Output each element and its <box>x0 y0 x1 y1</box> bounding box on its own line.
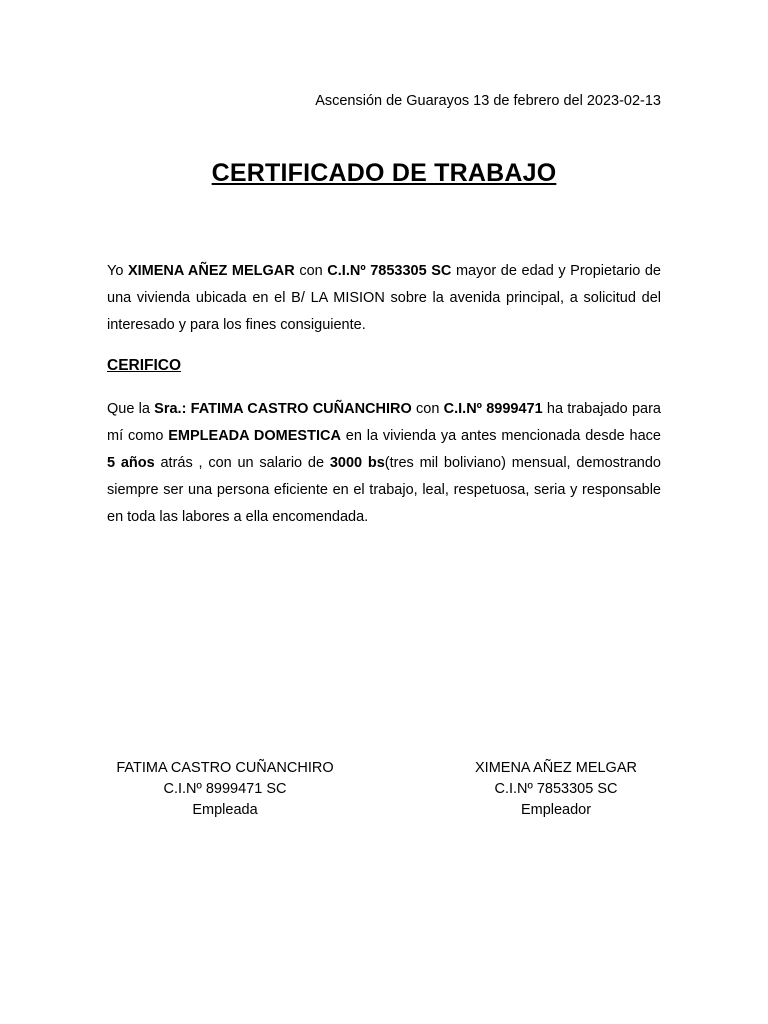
employee-name: Sra.: FATIMA CASTRO CUÑANCHIRO <box>154 401 412 417</box>
document-title: CERTIFICADO DE TRABAJO <box>211 159 557 187</box>
date-line: Ascensión de Guarayos 13 de febrero del 2023-02-13 <box>315 93 661 109</box>
text-segment: atrás , con un salario de <box>154 455 330 471</box>
employee-id: C.I.Nº 8999471 <box>443 401 543 417</box>
signature-role: Empleada <box>192 802 258 818</box>
job-position: EMPLEADA DOMESTICA <box>168 428 341 444</box>
owner-name: XIMENA AÑEZ MELGAR <box>127 263 295 279</box>
text-segment: mayor de edad y Propietario de una vivienda ubicada en el B/ LA MISION sobre la avenida principal, a solicitud del interesado y para los fines consiguiente. <box>107 263 661 333</box>
signature-name: FATIMA CASTRO CUÑANCHIRO <box>116 760 334 776</box>
text-segment: con <box>294 263 328 279</box>
employee-signature-block <box>110 758 340 821</box>
work-duration: 5 años <box>107 455 155 471</box>
owner-id: C.I.Nº 7853305 SC <box>327 263 452 279</box>
salary-amount: 3000 bs <box>329 455 385 471</box>
signature-name: XIMENA AÑEZ MELGAR <box>475 760 637 776</box>
signature-id: C.I.Nº 7853305 SC <box>494 781 618 797</box>
employer-signature-block <box>441 758 671 821</box>
intro-paragraph <box>107 258 661 339</box>
certification-paragraph <box>107 396 661 531</box>
text-segment: Yo <box>107 263 128 279</box>
text-segment: Que la <box>107 401 155 417</box>
signature-role: Empleador <box>520 802 592 818</box>
signature-id: C.I.Nº 8999471 SC <box>163 781 287 797</box>
text-segment: (tres mil boliviano) mensual, demostrando siempre ser una persona eficiente en el trabajo, leal, respetuosa, seria y responsable en toda las labores a ella encomendada. <box>107 455 661 525</box>
text-segment: con <box>411 401 444 417</box>
text-segment: en la vivienda ya antes mencionada desde hace <box>340 428 661 444</box>
section-heading: CERIFICO <box>107 357 182 374</box>
text-segment: ha trabajado para mí como <box>107 401 661 444</box>
